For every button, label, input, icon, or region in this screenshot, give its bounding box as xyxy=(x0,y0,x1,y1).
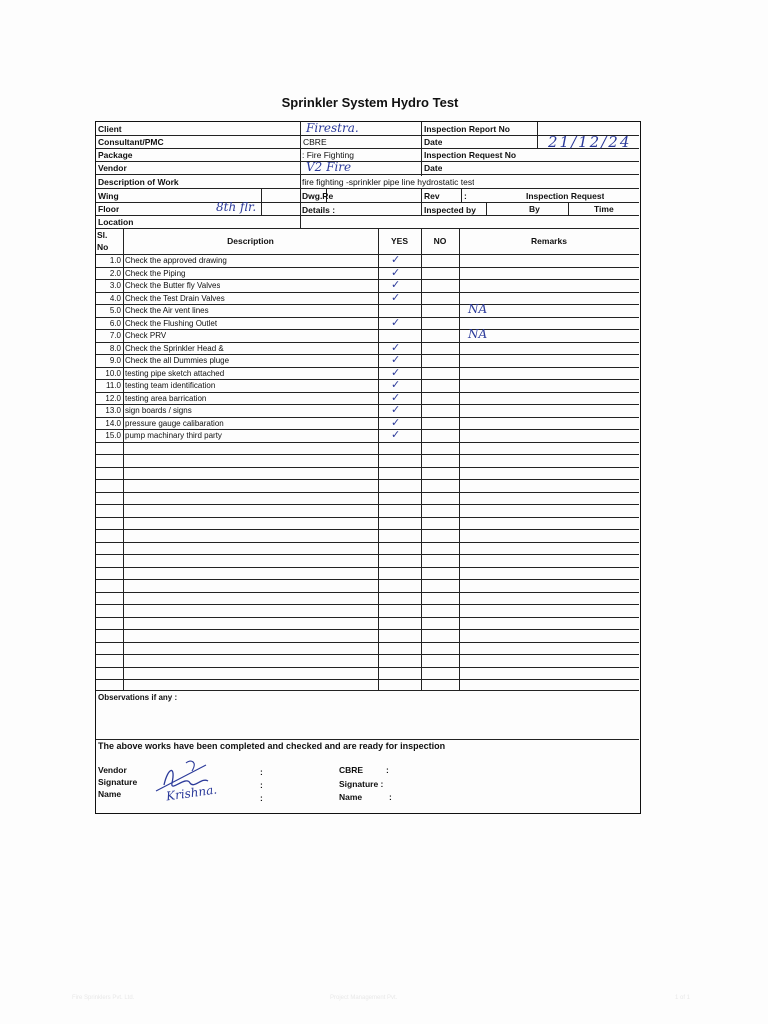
row-divider xyxy=(96,454,639,455)
location-label: Location xyxy=(98,217,134,227)
consultant-value: CBRE xyxy=(303,137,327,147)
row-divider xyxy=(96,504,639,505)
vendor-label: Vendor xyxy=(98,163,127,173)
col-no-answer-header: NO xyxy=(433,236,447,246)
package-value: : Fire Fighting xyxy=(302,150,354,160)
row-number: 11.0 xyxy=(106,381,121,390)
yes-check-mark: ✓ xyxy=(391,429,401,441)
row-divider xyxy=(96,654,639,655)
completion-statement: The above works have been completed and checked and are ready for inspection xyxy=(98,741,446,751)
floor-label: Floor xyxy=(98,204,120,214)
col-description-header: Description xyxy=(227,236,274,246)
yes-check-mark: ✓ xyxy=(391,341,401,354)
vendor-value: V2 Fire xyxy=(306,160,352,174)
row-description: testing team identification xyxy=(125,381,216,390)
inspection-request-no-label: Inspection Request No xyxy=(424,150,517,160)
row-description: testing area barrication xyxy=(125,393,207,403)
page-title: Sprinkler System Hydro Test xyxy=(281,95,459,110)
yes-check-mark: ✓ xyxy=(391,391,401,404)
row-divider xyxy=(96,517,639,518)
row-description: Check the all Dummies pluge xyxy=(125,356,230,365)
wing-label: Wing xyxy=(98,191,119,201)
consultant-label: Consultant/PMC xyxy=(98,137,164,147)
row-remark: NA xyxy=(468,327,488,341)
row-number: 6.0 xyxy=(109,318,121,328)
cbre-signature-label: Signature : xyxy=(339,779,384,789)
col-remarks-header: Remarks xyxy=(531,236,567,246)
rev-label: Rev xyxy=(424,191,440,201)
vendor-colon-3: : xyxy=(260,793,263,803)
row-number: 4.0 xyxy=(109,293,121,303)
row-number: 3.0 xyxy=(109,281,121,290)
description-value: fire fighting -sprinkler pipe line hydrostatic test xyxy=(302,177,475,187)
row-number: 7.0 xyxy=(109,331,121,340)
row-description: Check the approved drawing xyxy=(125,256,227,265)
yes-check-mark: ✓ xyxy=(391,379,401,391)
date-value: 21/12/24 xyxy=(548,133,632,151)
inspection-report-no-label: Inspection Report No xyxy=(424,124,510,134)
row-number: 10.0 xyxy=(105,368,121,378)
row-description: pump machinary third party xyxy=(125,431,222,440)
row-divider xyxy=(96,604,639,605)
hydro-test-form xyxy=(95,121,641,814)
col-sl-header: Sl. xyxy=(97,230,108,240)
row-description: pressure gauge calibaration xyxy=(125,418,224,428)
inspection-request-label: Inspection Request xyxy=(526,191,605,201)
row-divider xyxy=(96,554,639,555)
cbre-label: CBRE xyxy=(339,765,364,775)
yes-check-mark: ✓ xyxy=(391,279,401,291)
dwg-label: Dwg.Re xyxy=(302,191,334,201)
row-divider xyxy=(96,679,639,680)
yes-check-mark: ✓ xyxy=(391,404,401,416)
description-label: Description of Work xyxy=(98,177,179,187)
row-divider xyxy=(96,542,639,543)
vendor-signature-label: Signature xyxy=(98,777,138,787)
yes-check-mark: ✓ xyxy=(391,316,401,329)
row-number: 1.0 xyxy=(109,256,121,265)
row-number: 12.0 xyxy=(105,393,121,403)
row-divider xyxy=(96,629,639,630)
row-description: Check the Butter fly Valves xyxy=(125,281,221,290)
vendor-colon-2: : xyxy=(260,780,263,790)
row-divider xyxy=(96,567,639,568)
row-number: 14.0 xyxy=(105,418,121,428)
row-divider xyxy=(96,479,639,480)
cbre-colon: : xyxy=(386,765,389,775)
row-description: Check PRV xyxy=(125,331,167,340)
row-divider xyxy=(96,592,639,593)
date2-label: Date xyxy=(424,163,443,173)
cbre-name-label: Name xyxy=(339,792,363,802)
yes-check-mark: ✓ xyxy=(391,416,401,429)
col-yes-header: YES xyxy=(390,236,408,246)
row-number: 2.0 xyxy=(109,268,121,278)
client-value: Firestra. xyxy=(306,121,359,135)
vendor-name-value: Krishna. xyxy=(165,782,218,804)
row-number: 13.0 xyxy=(105,406,121,415)
time-label: Time xyxy=(594,204,614,214)
row-remark: NA xyxy=(468,302,488,316)
rev-colon: : xyxy=(464,191,467,201)
details-label: Details : xyxy=(302,205,336,215)
footer-left: Fire Sprinklers Pvt. Ltd. xyxy=(72,995,135,1001)
by-label: By xyxy=(529,204,540,214)
row-description: Check the Sprinkler Head & xyxy=(125,343,224,353)
inspected-by-label: Inspected by xyxy=(424,205,476,215)
observations-label: Observations if any : xyxy=(98,693,178,702)
yes-check-mark: ✓ xyxy=(391,254,401,266)
package-label: Package xyxy=(98,150,133,160)
row-divider xyxy=(96,492,639,493)
row-description: Check the Air vent lines xyxy=(125,306,209,315)
vendor-colon-1: : xyxy=(260,767,263,777)
row-number: 8.0 xyxy=(109,343,121,353)
row-divider xyxy=(96,529,639,530)
row-divider xyxy=(96,667,639,668)
yes-check-mark: ✓ xyxy=(391,291,401,304)
vendor-sign-label: Vendor xyxy=(98,765,127,775)
row-description: Check the Flushing Outlet xyxy=(125,318,218,328)
client-label: Client xyxy=(98,124,122,134)
row-divider xyxy=(96,642,639,643)
yes-check-mark: ✓ xyxy=(391,266,401,279)
row-description: Check the Test Drain Valves xyxy=(125,293,225,303)
row-number: 9.0 xyxy=(109,356,121,365)
row-number: 15.0 xyxy=(105,431,121,440)
row-divider xyxy=(96,467,639,468)
row-description: sign boards / signs xyxy=(125,406,192,415)
date-label: Date xyxy=(424,137,443,147)
floor-value: 8th flr. xyxy=(216,200,257,214)
cbre-name-colon: : xyxy=(389,792,392,802)
yes-check-mark: ✓ xyxy=(391,354,401,366)
col-no-header: No xyxy=(97,242,109,252)
row-divider xyxy=(96,617,639,618)
footer-right: 1 of 1 xyxy=(675,995,691,1001)
footer-center: Project Management Pvt. xyxy=(330,995,398,1001)
row-number: 5.0 xyxy=(109,306,121,315)
row-description: Check the Piping xyxy=(125,268,186,278)
yes-check-mark: ✓ xyxy=(391,366,401,379)
row-divider xyxy=(96,579,639,580)
vendor-name-label: Name xyxy=(98,789,122,799)
row-description: testing pipe sketch attached xyxy=(125,368,225,378)
